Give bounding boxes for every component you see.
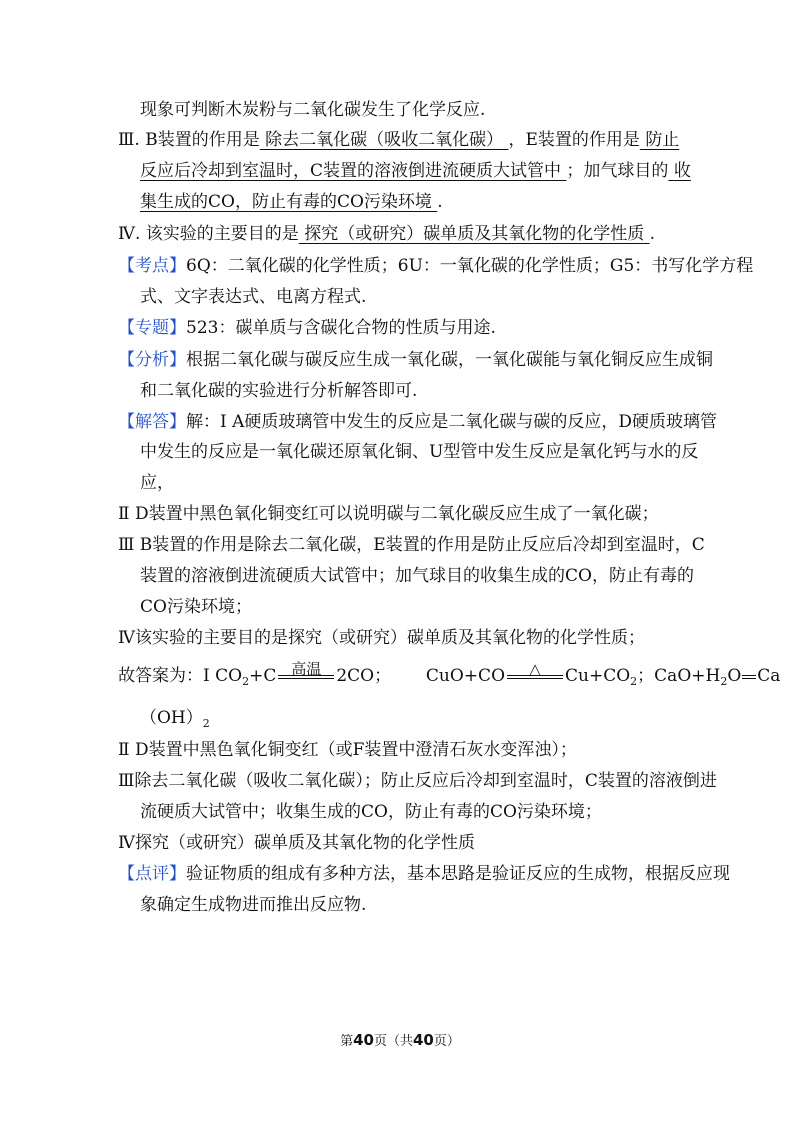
section-tag-jieda: 【解答】	[118, 412, 186, 432]
text-line: CO污染环境；	[140, 597, 252, 617]
text-line: Ⅲ除去二氧化碳（吸收二氧化碳）；防止反应后冷却到室温时，C装置的溶液倒进	[118, 771, 717, 791]
answer-blank: 集生成的CO，防止有毒的CO污染环境	[140, 192, 438, 212]
text-line: Ⅱ D装置中黑色氧化铜变红（或F装置中澄清石灰水变浑浊）；	[118, 740, 577, 760]
equals-sign	[742, 675, 756, 679]
answer-blank: 防止	[639, 130, 680, 150]
equation-1: $CO_2+C$ 高温 2CO；	[215, 659, 392, 688]
answer-blank: 收	[668, 161, 691, 181]
text-line: 式、文字表达式、电离方程式.	[140, 287, 367, 307]
text-line: 【点评】验证物质的组成有多种方法，基本思路是验证反应的生成物，根据反应现	[118, 864, 730, 884]
text-line: 集生成的CO，防止有毒的CO污染环境 .	[140, 192, 443, 212]
answer-blank: 探究（或研究）碳单质及其氧化物的化学性质	[298, 224, 650, 244]
page-footer: 第40页（共40页）	[340, 1031, 460, 1049]
reaction-condition-heat: △	[505, 675, 565, 679]
text-line: Ⅱ D装置中黑色氧化铜变红可以说明碳与二氧化碳反应生成了一氧化碳；	[118, 504, 659, 524]
section-tag-dianping: 【点评】	[118, 864, 186, 884]
page-total: 40	[413, 1031, 434, 1049]
text-line: 【专题】523：碳单质与含碳化合物的性质与用途.	[118, 318, 496, 338]
section-tag-kaodian: 【考点】	[118, 256, 186, 276]
equation-3: $CaO+H_2O$ Ca	[654, 666, 781, 688]
text-line: Ⅳ. 该实验的主要目的是 探究（或研究）碳单质及其氧化物的化学性质 .	[118, 224, 656, 244]
text-line: Ⅲ. B装置的作用是 除去二氧化碳（吸收二氧化碳） ，E装置的作用是 防止	[118, 130, 680, 150]
text-line: 【解答】解：Ⅰ A硬质玻璃管中发生的反应是二氧化碳与碳的反应，D硬质玻璃管	[118, 412, 718, 432]
section-tag-zhuanti: 【专题】	[118, 318, 186, 338]
text-line: 和二氧化碳的实验进行分析解答即可.	[140, 381, 418, 401]
text-line: Ⅳ探究（或研究）碳单质及其氧化物的化学性质	[118, 833, 475, 853]
section-tag-fenxi: 【分析】	[118, 350, 186, 370]
equation-line: 故答案为：Ⅰ $CO_2+C$ 高温 2CO； CuO+CO △ $Cu+CO_2$；$CaO+H_2O$ Ca	[118, 659, 781, 688]
reaction-condition-high-temp: 高温	[276, 675, 336, 679]
text-line: 【考点】6Q：二氧化碳的化学性质；6U：一氧化碳的化学性质；G5：书写化学方程	[118, 256, 754, 276]
equation-continuation: $(OH)_2$	[140, 708, 210, 730]
text-line: 流硬质大试管中；收集生成的CO，防止有毒的CO污染环境；	[140, 802, 602, 822]
text-line: 中发生的反应是一氧化碳还原氧化铜、U型管中发生反应是氧化钙与水的反	[140, 442, 699, 462]
text-line: Ⅲ B装置的作用是除去二氧化碳，E装置的作用是防止反应后冷却到室温时，C	[118, 535, 705, 555]
text-line: 应，	[140, 473, 174, 493]
text-line: 反应后冷却到室温时，C装置的溶液倒进流硬质大试管中 ；加气球目的 收	[140, 161, 691, 181]
text-line: 装置的溶液倒进流硬质大试管中；加气球目的收集生成的CO，防止有毒的	[140, 566, 694, 586]
answer-blank: 反应后冷却到室温时，C装置的溶液倒进流硬质大试管中	[140, 161, 567, 181]
text-line: 现象可判断木炭粉与二氧化碳发生了化学反应.	[140, 100, 486, 120]
text-line: Ⅳ该实验的主要目的是探究（或研究）碳单质及其氧化物的化学性质；	[118, 628, 645, 648]
equation-2: CuO+CO △ $Cu+CO_2$；	[425, 659, 655, 688]
text-line: 【分析】根据二氧化碳与碳反应生成一氧化碳，一氧化碳能与氧化铜反应生成铜	[118, 350, 713, 370]
answer-blank: 除去二氧化碳（吸收二氧化碳）	[259, 130, 509, 150]
text-line: 象确定生成物进而推出反应物.	[140, 895, 367, 915]
page-number: 40	[353, 1031, 374, 1049]
